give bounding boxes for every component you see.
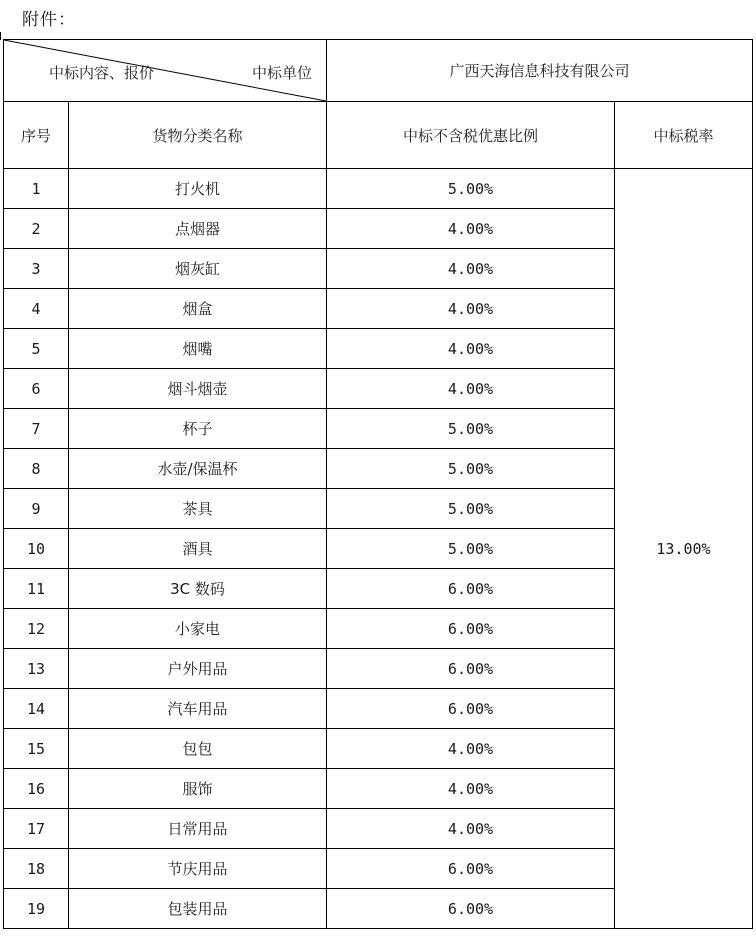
- header-discount: 中标不含税优惠比例: [327, 102, 615, 169]
- row-discount: 6.00%: [327, 889, 615, 929]
- content-price-label: 中标内容、报价: [49, 64, 155, 82]
- header-tax-rate: 中标税率: [615, 102, 753, 169]
- row-category: 酒具: [69, 529, 327, 569]
- row-index: 1: [4, 169, 69, 209]
- row-index: 13: [4, 649, 69, 689]
- page-title: 附件：: [22, 10, 76, 30]
- row-index: 9: [4, 489, 69, 529]
- row-discount: 5.00%: [327, 489, 615, 529]
- row-index: 7: [4, 409, 69, 449]
- row-category: 烟盒: [69, 289, 327, 329]
- row-category: 节庆用品: [69, 849, 327, 889]
- row-index: 5: [4, 329, 69, 369]
- row-category: 点烟器: [69, 209, 327, 249]
- row-category: 茶具: [69, 489, 327, 529]
- row-category: 水壶/保温杯: [69, 449, 327, 489]
- diagonal-header-cell: [4, 40, 327, 102]
- row-category: 日常用品: [69, 809, 327, 849]
- row-index: 16: [4, 769, 69, 809]
- row-discount: 5.00%: [327, 449, 615, 489]
- row-discount: 6.00%: [327, 649, 615, 689]
- table-row: [4, 169, 753, 209]
- row-index: 4: [4, 289, 69, 329]
- row-category: 服饰: [69, 769, 327, 809]
- row-category: 打火机: [69, 169, 327, 209]
- row-category: 小家电: [69, 609, 327, 649]
- row-discount: 5.00%: [327, 169, 615, 209]
- bid-table: [3, 39, 753, 929]
- row-category: 烟嘴: [69, 329, 327, 369]
- row-discount: 4.00%: [327, 809, 615, 849]
- row-discount: 6.00%: [327, 609, 615, 649]
- column-header-row: [4, 102, 753, 169]
- row-discount: 6.00%: [327, 849, 615, 889]
- row-index: 12: [4, 609, 69, 649]
- row-index: 3: [4, 249, 69, 289]
- row-discount: 4.00%: [327, 329, 615, 369]
- row-index: 2: [4, 209, 69, 249]
- row-category: 包包: [69, 729, 327, 769]
- row-discount: 4.00%: [327, 729, 615, 769]
- row-discount: 4.00%: [327, 289, 615, 329]
- row-category: 杯子: [69, 409, 327, 449]
- row-index: 6: [4, 369, 69, 409]
- winner-row: [4, 40, 753, 102]
- header-index: 序号: [4, 102, 69, 169]
- row-category: 烟灰缸: [69, 249, 327, 289]
- row-index: 18: [4, 849, 69, 889]
- row-index: 11: [4, 569, 69, 609]
- row-category: 烟斗烟壶: [69, 369, 327, 409]
- winner-name: 广西天海信息科技有限公司: [327, 40, 753, 102]
- row-index: 14: [4, 689, 69, 729]
- row-category: 包装用品: [69, 889, 327, 929]
- row-category: 汽车用品: [69, 689, 327, 729]
- row-discount: 5.00%: [327, 529, 615, 569]
- row-discount: 6.00%: [327, 689, 615, 729]
- row-discount: 4.00%: [327, 369, 615, 409]
- row-discount: 4.00%: [327, 209, 615, 249]
- row-discount: 4.00%: [327, 249, 615, 289]
- row-index: 10: [4, 529, 69, 569]
- row-index: 15: [4, 729, 69, 769]
- row-category: 户外用品: [69, 649, 327, 689]
- row-index: 17: [4, 809, 69, 849]
- bidder-label: 中标单位: [251, 64, 312, 82]
- header-category: 货物分类名称: [69, 102, 327, 169]
- row-discount: 4.00%: [327, 769, 615, 809]
- row-discount: 6.00%: [327, 569, 615, 609]
- tax-rate-value: 13.00%: [615, 169, 753, 929]
- row-discount: 5.00%: [327, 409, 615, 449]
- row-index: 8: [4, 449, 69, 489]
- row-index: 19: [4, 889, 69, 929]
- row-category: 3C 数码: [69, 569, 327, 609]
